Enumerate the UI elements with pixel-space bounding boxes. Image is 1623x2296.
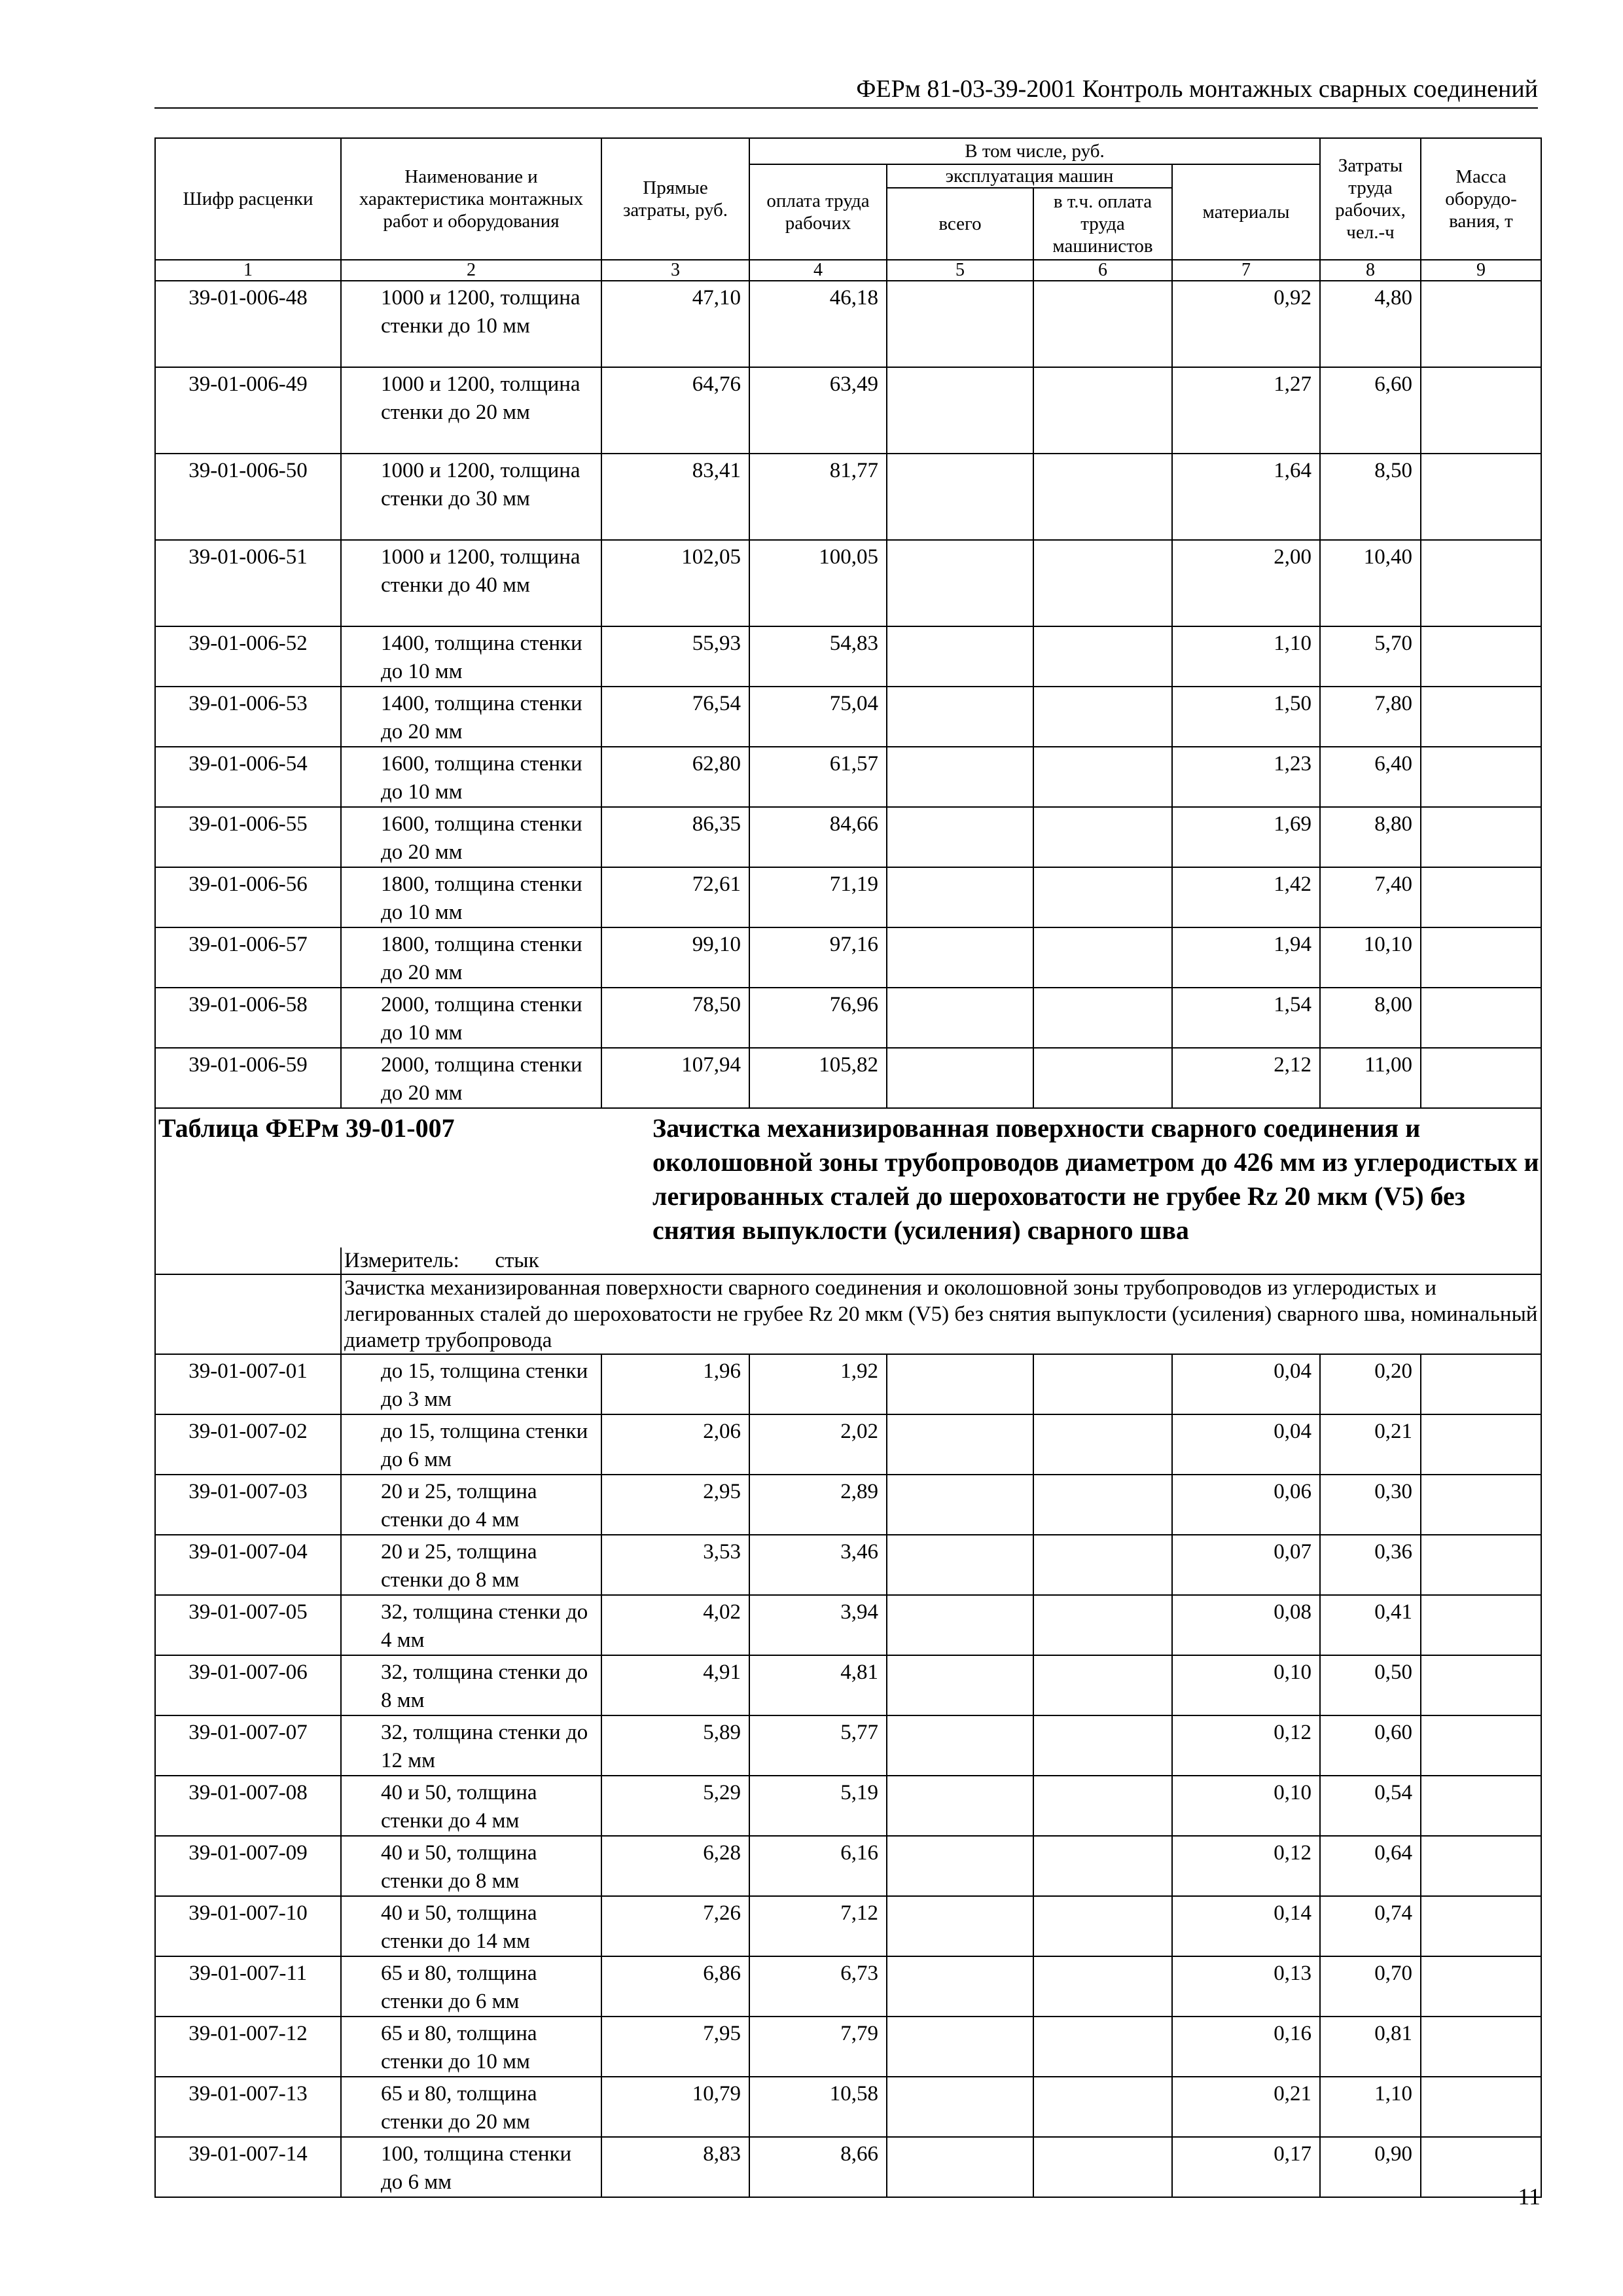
direct-cost-cell: 72,61	[601, 867, 749, 927]
rate-code-cell: 39-01-007-10	[155, 1896, 341, 1956]
equipment-mass-cell	[1421, 1535, 1541, 1595]
materials-cost-cell: 0,14	[1172, 1896, 1320, 1956]
machinist-pay-cell	[1033, 807, 1172, 867]
table-row	[155, 747, 1541, 807]
rate-code-cell: 39-01-007-08	[155, 1776, 341, 1836]
unit-label: Измеритель:	[344, 1249, 459, 1272]
work-name-cell: 1600, толщина стенки до 20 мм	[341, 807, 601, 867]
table-row	[155, 988, 1541, 1048]
labor-hours-cell: 0,21	[1320, 1414, 1421, 1475]
work-name-cell: 1000 и 1200, толщина стенки до 30 мм	[341, 454, 601, 540]
labor-pay-cell: 71,19	[749, 867, 887, 927]
table-row	[155, 1414, 1541, 1475]
machines-total-cell	[887, 454, 1033, 540]
materials-cost-cell: 0,12	[1172, 1836, 1320, 1896]
page-number: 11	[1518, 2183, 1541, 2210]
materials-cost-cell: 0,12	[1172, 1715, 1320, 1776]
machines-total-cell	[887, 807, 1033, 867]
materials-cost-cell: 0,10	[1172, 1776, 1320, 1836]
materials-cost-cell: 0,16	[1172, 2017, 1320, 2077]
work-name-cell: 1400, толщина стенки до 20 мм	[341, 687, 601, 747]
rate-code-cell: 39-01-006-54	[155, 747, 341, 807]
machinist-pay-cell	[1033, 1354, 1172, 1414]
table-row	[155, 2077, 1541, 2137]
materials-cost-cell: 2,12	[1172, 1048, 1320, 1108]
equipment-mass-cell	[1421, 1414, 1541, 1475]
machines-total-cell	[887, 1776, 1033, 1836]
table-row	[155, 1655, 1541, 1715]
direct-cost-cell: 1,96	[601, 1354, 749, 1414]
table-row	[155, 1896, 1541, 1956]
work-name-cell: 1000 и 1200, толщина стенки до 40 мм	[341, 540, 601, 626]
table-row	[155, 1836, 1541, 1896]
column-number-cell: 3	[601, 260, 749, 281]
direct-cost-cell: 5,89	[601, 1715, 749, 1776]
header-rule	[154, 107, 1538, 109]
equipment-mass-cell	[1421, 927, 1541, 988]
machinist-pay-cell	[1033, 1776, 1172, 1836]
machinist-pay-cell	[1033, 367, 1172, 454]
materials-cost-cell: 0,06	[1172, 1475, 1320, 1535]
machinist-pay-cell	[1033, 1956, 1172, 2017]
rate-code-cell: 39-01-006-50	[155, 454, 341, 540]
labor-pay-cell: 6,16	[749, 1836, 887, 1896]
labor-pay-cell: 7,79	[749, 2017, 887, 2077]
direct-cost-cell: 6,86	[601, 1956, 749, 2017]
work-name-cell: 32, толщина стенки до 12 мм	[341, 1715, 601, 1776]
rate-code-cell: 39-01-006-56	[155, 867, 341, 927]
rate-code-cell: 39-01-006-51	[155, 540, 341, 626]
work-name-cell: до 15, толщина стенки до 3 мм	[341, 1354, 601, 1414]
col-header-machines: эксплуатация машин	[887, 164, 1172, 188]
rate-code-cell: 39-01-006-52	[155, 626, 341, 687]
machinist-pay-cell	[1033, 454, 1172, 540]
direct-cost-cell: 86,35	[601, 807, 749, 867]
labor-hours-cell: 8,80	[1320, 807, 1421, 867]
machines-total-cell	[887, 2017, 1033, 2077]
table-row	[155, 1535, 1541, 1595]
work-name-cell: 1800, толщина стенки до 10 мм	[341, 867, 601, 927]
column-number-cell: 1	[155, 260, 341, 281]
machines-total-cell	[887, 867, 1033, 927]
column-number-row	[155, 260, 1541, 281]
machinist-pay-cell	[1033, 1896, 1172, 1956]
rate-code-cell: 39-01-006-53	[155, 687, 341, 747]
machinist-pay-cell	[1033, 747, 1172, 807]
labor-pay-cell: 2,89	[749, 1475, 887, 1535]
equipment-mass-cell	[1421, 1776, 1541, 1836]
table-row	[155, 454, 1541, 540]
labor-pay-cell: 8,66	[749, 2137, 887, 2197]
direct-cost-cell: 76,54	[601, 687, 749, 747]
machines-total-cell	[887, 2077, 1033, 2137]
labor-hours-cell: 7,80	[1320, 687, 1421, 747]
materials-cost-cell: 0,92	[1172, 281, 1320, 367]
equipment-mass-cell	[1421, 1715, 1541, 1776]
machinist-pay-cell	[1033, 1595, 1172, 1655]
equipment-mass-cell	[1421, 1595, 1541, 1655]
equipment-mass-cell	[1421, 626, 1541, 687]
table-row	[155, 2137, 1541, 2197]
materials-cost-cell: 0,08	[1172, 1595, 1320, 1655]
col-header-labor-pay: оплата труда рабочих	[749, 164, 887, 260]
col-header-labor-hours: Затраты труда рабочих, чел.-ч	[1320, 138, 1421, 260]
direct-cost-cell: 7,26	[601, 1896, 749, 1956]
section-code: Таблица ФЕРм 39-01-007	[158, 1113, 455, 1143]
work-name-cell: 32, толщина стенки до 8 мм	[341, 1655, 601, 1715]
materials-cost-cell: 1,42	[1172, 867, 1320, 927]
direct-cost-cell: 8,83	[601, 2137, 749, 2197]
machines-total-cell	[887, 1715, 1033, 1776]
work-name-cell: 1000 и 1200, толщина стенки до 20 мм	[341, 367, 601, 454]
equipment-mass-cell	[1421, 1956, 1541, 2017]
machines-total-cell	[887, 1896, 1033, 1956]
direct-cost-cell: 2,06	[601, 1414, 749, 1475]
equipment-mass-cell	[1421, 2017, 1541, 2077]
machines-total-cell	[887, 747, 1033, 807]
column-number-cell: 9	[1421, 260, 1541, 281]
direct-cost-cell: 64,76	[601, 367, 749, 454]
machines-total-cell	[887, 687, 1033, 747]
machinist-pay-cell	[1033, 988, 1172, 1048]
table-row	[155, 540, 1541, 626]
table-row	[155, 1595, 1541, 1655]
direct-cost-cell: 83,41	[601, 454, 749, 540]
materials-cost-cell: 1,94	[1172, 927, 1320, 988]
machinist-pay-cell	[1033, 1048, 1172, 1108]
equipment-mass-cell	[1421, 367, 1541, 454]
materials-cost-cell: 0,04	[1172, 1354, 1320, 1414]
machines-total-cell	[887, 1956, 1033, 2017]
table-row	[155, 687, 1541, 747]
table-row	[155, 867, 1541, 927]
equipment-mass-cell	[1421, 1048, 1541, 1108]
rate-code-cell: 39-01-006-57	[155, 927, 341, 988]
rate-code-cell: 39-01-007-02	[155, 1414, 341, 1475]
direct-cost-cell: 55,93	[601, 626, 749, 687]
equipment-mass-cell	[1421, 2077, 1541, 2137]
rate-code-cell: 39-01-007-07	[155, 1715, 341, 1776]
equipment-mass-cell	[1421, 540, 1541, 626]
work-name-cell: 100, толщина стенки до 6 мм	[341, 2137, 601, 2197]
table-row	[155, 1776, 1541, 1836]
table-row	[155, 807, 1541, 867]
equipment-mass-cell	[1421, 867, 1541, 927]
labor-hours-cell: 0,64	[1320, 1836, 1421, 1896]
work-name-cell: 40 и 50, толщина стенки до 8 мм	[341, 1836, 601, 1896]
work-name-cell: 1000 и 1200, толщина стенки до 10 мм	[341, 281, 601, 367]
work-name-cell: 32, толщина стенки до 4 мм	[341, 1595, 601, 1655]
materials-cost-cell: 0,13	[1172, 1956, 1320, 2017]
direct-cost-cell: 2,95	[601, 1475, 749, 1535]
rate-code-cell: 39-01-006-49	[155, 367, 341, 454]
equipment-mass-cell	[1421, 1896, 1541, 1956]
labor-pay-cell: 61,57	[749, 747, 887, 807]
equipment-mass-cell	[1421, 747, 1541, 807]
equipment-mass-cell	[1421, 1475, 1541, 1535]
machinist-pay-cell	[1033, 1655, 1172, 1715]
labor-pay-cell: 5,19	[749, 1776, 887, 1836]
direct-cost-cell: 62,80	[601, 747, 749, 807]
equipment-mass-cell	[1421, 1836, 1541, 1896]
machines-total-cell	[887, 367, 1033, 454]
rates-table	[154, 137, 1542, 2198]
materials-cost-cell: 0,21	[1172, 2077, 1320, 2137]
section-block	[155, 1108, 1541, 1354]
rows-group-a	[155, 281, 1541, 1108]
labor-hours-cell: 8,00	[1320, 988, 1421, 1048]
work-name-cell: 65 и 80, толщина стенки до 6 мм	[341, 1956, 601, 2017]
machines-total-cell	[887, 1655, 1033, 1715]
direct-cost-cell: 99,10	[601, 927, 749, 988]
work-name-cell: 20 и 25, толщина стенки до 8 мм	[341, 1535, 601, 1595]
group-description: Зачистка механизированная поверхности сварного соединения и околошовной зоны трубопроводов из углеродистых и легированных сталей до шероховатости не грубее Rz 20 мкм (V5) без снятия выпуклости (усиления) сварного шва, номинальный диаметр трубопровода	[344, 1276, 1538, 1352]
rate-code-cell: 39-01-007-05	[155, 1595, 341, 1655]
labor-pay-cell: 105,82	[749, 1048, 887, 1108]
equipment-mass-cell	[1421, 687, 1541, 747]
work-name-cell: до 15, толщина стенки до 6 мм	[341, 1414, 601, 1475]
work-name-cell: 2000, толщина стенки до 20 мм	[341, 1048, 601, 1108]
rate-code-cell: 39-01-007-14	[155, 2137, 341, 2197]
equipment-mass-cell	[1421, 1354, 1541, 1414]
work-name-cell: 40 и 50, толщина стенки до 14 мм	[341, 1896, 601, 1956]
labor-hours-cell: 0,30	[1320, 1475, 1421, 1535]
table-row	[155, 1475, 1541, 1535]
col-header-name: Наименование и характеристика монтажных работ и оборудования	[341, 138, 601, 260]
labor-pay-cell: 7,12	[749, 1896, 887, 1956]
table-row	[155, 1956, 1541, 2017]
work-name-cell: 2000, толщина стенки до 10 мм	[341, 988, 601, 1048]
work-name-cell: 40 и 50, толщина стенки до 4 мм	[341, 1776, 601, 1836]
direct-cost-cell: 4,91	[601, 1655, 749, 1715]
rate-code-cell: 39-01-007-09	[155, 1836, 341, 1896]
rate-code-cell: 39-01-006-55	[155, 807, 341, 867]
equipment-mass-cell	[1421, 988, 1541, 1048]
equipment-mass-cell	[1421, 807, 1541, 867]
labor-hours-cell: 10,10	[1320, 927, 1421, 988]
unit-value: стык	[495, 1249, 539, 1272]
labor-hours-cell: 0,36	[1320, 1535, 1421, 1595]
machinist-pay-cell	[1033, 1414, 1172, 1475]
machinist-pay-cell	[1033, 281, 1172, 367]
labor-pay-cell: 1,92	[749, 1354, 887, 1414]
table-row	[155, 927, 1541, 988]
machines-total-cell	[887, 2137, 1033, 2197]
direct-cost-cell: 6,28	[601, 1836, 749, 1896]
machinist-pay-cell	[1033, 540, 1172, 626]
labor-hours-cell: 11,00	[1320, 1048, 1421, 1108]
table-row	[155, 1715, 1541, 1776]
direct-cost-cell: 4,02	[601, 1595, 749, 1655]
labor-hours-cell: 0,81	[1320, 2017, 1421, 2077]
machines-total-cell	[887, 927, 1033, 988]
labor-hours-cell: 4,80	[1320, 281, 1421, 367]
labor-hours-cell: 0,70	[1320, 1956, 1421, 2017]
rate-code-cell: 39-01-006-48	[155, 281, 341, 367]
rate-code-cell: 39-01-006-58	[155, 988, 341, 1048]
labor-hours-cell: 5,70	[1320, 626, 1421, 687]
col-header-machines-total: всего	[887, 188, 1033, 260]
work-name-cell: 20 и 25, толщина стенки до 4 мм	[341, 1475, 601, 1535]
labor-pay-cell: 6,73	[749, 1956, 887, 2017]
labor-pay-cell: 76,96	[749, 988, 887, 1048]
column-number-cell: 4	[749, 260, 887, 281]
labor-pay-cell: 4,81	[749, 1655, 887, 1715]
rate-code-cell: 39-01-007-04	[155, 1535, 341, 1595]
materials-cost-cell: 1,50	[1172, 687, 1320, 747]
machinist-pay-cell	[1033, 2137, 1172, 2197]
machinist-pay-cell	[1033, 1535, 1172, 1595]
machinist-pay-cell	[1033, 1475, 1172, 1535]
labor-hours-cell: 0,74	[1320, 1896, 1421, 1956]
labor-hours-cell: 6,60	[1320, 367, 1421, 454]
equipment-mass-cell	[1421, 281, 1541, 367]
machines-total-cell	[887, 1414, 1033, 1475]
col-header-code: Шифр расценки	[155, 138, 341, 260]
materials-cost-cell: 0,07	[1172, 1535, 1320, 1595]
labor-pay-cell: 81,77	[749, 454, 887, 540]
machinist-pay-cell	[1033, 2077, 1172, 2137]
labor-pay-cell: 63,49	[749, 367, 887, 454]
direct-cost-cell: 7,95	[601, 2017, 749, 2077]
labor-hours-cell: 8,50	[1320, 454, 1421, 540]
work-name-cell: 1600, толщина стенки до 10 мм	[341, 747, 601, 807]
machinist-pay-cell	[1033, 626, 1172, 687]
direct-cost-cell: 102,05	[601, 540, 749, 626]
col-header-direct: Прямые затраты, руб.	[601, 138, 749, 260]
machinist-pay-cell	[1033, 927, 1172, 988]
machinist-pay-cell	[1033, 867, 1172, 927]
materials-cost-cell: 1,54	[1172, 988, 1320, 1048]
column-number-cell: 5	[887, 260, 1033, 281]
direct-cost-cell: 78,50	[601, 988, 749, 1048]
rows-group-b	[155, 1354, 1541, 2197]
direct-cost-cell: 10,79	[601, 2077, 749, 2137]
machines-total-cell	[887, 1595, 1033, 1655]
page-header: ФЕРм 81-03-39-2001 Контроль монтажных сварных соединений	[856, 75, 1538, 103]
column-number-cell: 6	[1033, 260, 1172, 281]
section-title: Зачистка механизированная поверхности сварного соединения и околошовной зоны трубопроводов диаметром до 426 мм из углеродистых и легированных сталей до шероховатости не грубее Rz 20 мкм (V5) без снятия выпуклости (усиления) сварного шва	[652, 1113, 1539, 1245]
rate-code-cell: 39-01-007-06	[155, 1655, 341, 1715]
labor-hours-cell: 0,20	[1320, 1354, 1421, 1414]
column-number-cell: 2	[341, 260, 601, 281]
table-row	[155, 2017, 1541, 2077]
materials-cost-cell: 0,10	[1172, 1655, 1320, 1715]
machines-total-cell	[887, 988, 1033, 1048]
work-name-cell: 1800, толщина стенки до 20 мм	[341, 927, 601, 988]
table-row	[155, 626, 1541, 687]
col-header-including: В том числе, руб.	[749, 138, 1320, 164]
labor-pay-cell: 100,05	[749, 540, 887, 626]
machines-total-cell	[887, 281, 1033, 367]
labor-pay-cell: 2,02	[749, 1414, 887, 1475]
materials-cost-cell: 1,27	[1172, 367, 1320, 454]
labor-hours-cell: 10,40	[1320, 540, 1421, 626]
labor-pay-cell: 97,16	[749, 927, 887, 988]
column-number-cell: 8	[1320, 260, 1421, 281]
machines-total-cell	[887, 1836, 1033, 1896]
labor-pay-cell: 75,04	[749, 687, 887, 747]
labor-pay-cell: 10,58	[749, 2077, 887, 2137]
labor-hours-cell: 6,40	[1320, 747, 1421, 807]
machines-total-cell	[887, 626, 1033, 687]
rate-code-cell: 39-01-007-01	[155, 1354, 341, 1414]
work-name-cell: 1400, толщина стенки до 10 мм	[341, 626, 601, 687]
rate-code-cell: 39-01-007-13	[155, 2077, 341, 2137]
machinist-pay-cell	[1033, 687, 1172, 747]
col-header-materials: материалы	[1172, 164, 1320, 260]
rate-code-cell: 39-01-007-12	[155, 2017, 341, 2077]
rate-code-cell: 39-01-007-03	[155, 1475, 341, 1535]
labor-pay-cell: 5,77	[749, 1715, 887, 1776]
labor-hours-cell: 0,60	[1320, 1715, 1421, 1776]
materials-cost-cell: 0,17	[1172, 2137, 1320, 2197]
materials-cost-cell: 1,64	[1172, 454, 1320, 540]
labor-hours-cell: 1,10	[1320, 2077, 1421, 2137]
labor-pay-cell: 84,66	[749, 807, 887, 867]
labor-hours-cell: 0,50	[1320, 1655, 1421, 1715]
direct-cost-cell: 107,94	[601, 1048, 749, 1108]
materials-cost-cell: 1,10	[1172, 626, 1320, 687]
materials-cost-cell: 1,69	[1172, 807, 1320, 867]
table-row	[155, 1048, 1541, 1108]
machines-total-cell	[887, 1048, 1033, 1108]
labor-pay-cell: 46,18	[749, 281, 887, 367]
direct-cost-cell: 5,29	[601, 1776, 749, 1836]
labor-pay-cell: 54,83	[749, 626, 887, 687]
col-header-mass: Масса оборудо-вания, т	[1421, 138, 1541, 260]
labor-hours-cell: 0,41	[1320, 1595, 1421, 1655]
rate-code-cell: 39-01-007-11	[155, 1956, 341, 2017]
work-name-cell: 65 и 80, толщина стенки до 20 мм	[341, 2077, 601, 2137]
machinist-pay-cell	[1033, 1836, 1172, 1896]
direct-cost-cell: 3,53	[601, 1535, 749, 1595]
col-header-machinist-pay: в т.ч. оплата труда машинистов	[1033, 188, 1172, 260]
column-number-cell: 7	[1172, 260, 1320, 281]
work-name-cell: 65 и 80, толщина стенки до 10 мм	[341, 2017, 601, 2077]
table-row	[155, 1354, 1541, 1414]
labor-pay-cell: 3,94	[749, 1595, 887, 1655]
equipment-mass-cell	[1421, 454, 1541, 540]
materials-cost-cell: 0,04	[1172, 1414, 1320, 1475]
machinist-pay-cell	[1033, 2017, 1172, 2077]
table-row	[155, 281, 1541, 367]
machinist-pay-cell	[1033, 1715, 1172, 1776]
machines-total-cell	[887, 1354, 1033, 1414]
labor-pay-cell: 3,46	[749, 1535, 887, 1595]
direct-cost-cell: 47,10	[601, 281, 749, 367]
materials-cost-cell: 1,23	[1172, 747, 1320, 807]
rate-code-cell: 39-01-006-59	[155, 1048, 341, 1108]
table-row	[155, 367, 1541, 454]
labor-hours-cell: 0,90	[1320, 2137, 1421, 2197]
machines-total-cell	[887, 540, 1033, 626]
materials-cost-cell: 2,00	[1172, 540, 1320, 626]
machines-total-cell	[887, 1475, 1033, 1535]
equipment-mass-cell	[1421, 1655, 1541, 1715]
labor-hours-cell: 7,40	[1320, 867, 1421, 927]
labor-hours-cell: 0,54	[1320, 1776, 1421, 1836]
machines-total-cell	[887, 1535, 1033, 1595]
